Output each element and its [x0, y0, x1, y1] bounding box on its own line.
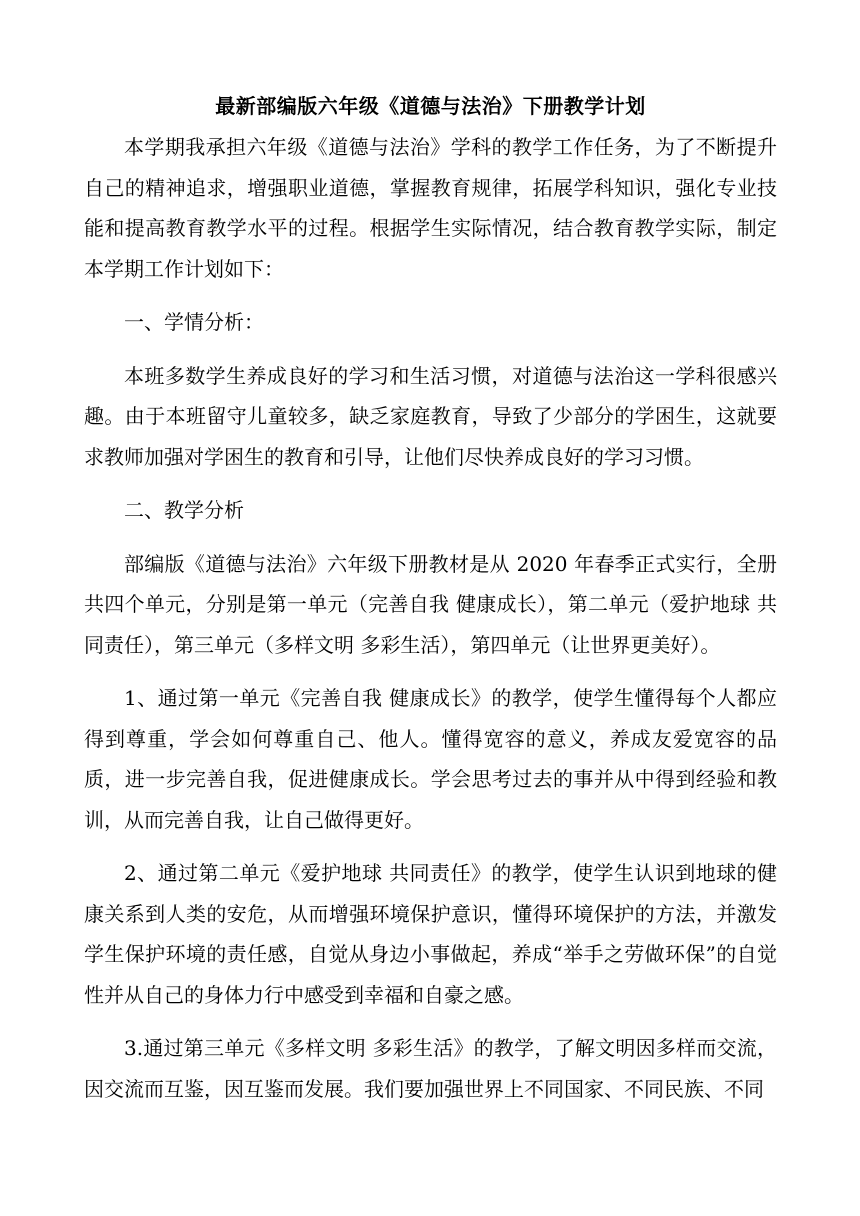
- intro-paragraph: 本学期我承担六年级《道德与法治》学科的教学工作任务，为了不断提升自己的精神追求，增强职业道德，掌握教育规律，拓展学科知识，强化专业技能和提高教育教学水平的过程。根据学生实际情况，结合教育教学实际，制定本学期工作计划如下：: [84, 135, 777, 281]
- student-analysis-paragraph: 本班多数学生养成良好的学习和生活习惯，对道德与法治这一学科很感兴趣。由于本班留守儿童较多，缺乏家庭教育，导致了少部分的学困生，这就要求教师加强对学困生的教育和引导，让他们尽快养成良好的学习习惯。: [84, 363, 777, 469]
- section-heading-student-analysis: 一、学情分析：: [124, 310, 264, 334]
- unit-one-paragraph: 1、通过第一单元《完善自我 健康成长》的教学，使学生懂得每个人都应得到尊重，学会如何尊重自己、他人。懂得宽容的意义，养成友爱宽容的品质，进一步完善自我，促进健康成长。学会思考过去的事并从中得到经验和教训，从而完善自我，让自己做得更好。: [84, 686, 777, 832]
- section-heading-teaching-analysis: 二、教学分析: [124, 498, 244, 522]
- document-title: 最新部编版六年级《道德与法治》下册教学计划: [215, 94, 646, 118]
- unit-two-paragraph: 2、通过第二单元《爱护地球 共同责任》的教学，使学生认识到地球的健康关系到人类的安危，从而增强环境保护意识，懂得环境保护的方法，并激发学生保护环境的责任感，自觉从身边小事做起，养成“举手之劳做环保”的自觉性并从自己的身体力行中感受到幸福和自豪之感。: [84, 861, 777, 1007]
- document-page: [84, 86, 777, 1122]
- textbook-overview-paragraph: 部编版《道德与法治》六年级下册教材是从 2020 年春季正式实行，全册共四个单元，分别是第一单元（完善自我 健康成长），第二单元（爱护地球 共同责任），第三单元（多样文明 多彩生活），第四单元（让世界更美好）。: [84, 551, 777, 657]
- unit-three-paragraph: 3.通过第三单元《多样文明 多彩生活》的教学，了解文明因多样而交流，因交流而互鉴，因互鉴而发展。我们要加强世界上不同国家、不同民族、不同: [84, 1036, 777, 1101]
